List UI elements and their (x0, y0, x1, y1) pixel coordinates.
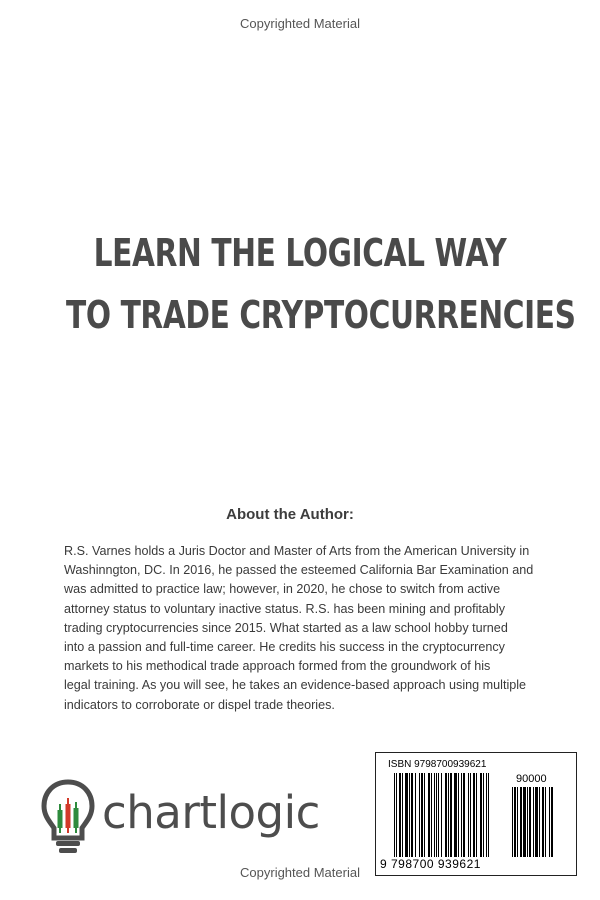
about-author-title: About the Author: (226, 506, 354, 523)
barcode-bar (551, 787, 553, 857)
barcode-bar (448, 773, 449, 857)
about-line: trading cryptocurrencies since 2015. What started as a law school hobby turned (64, 620, 508, 635)
chartlogic-logo (40, 778, 370, 858)
barcode-bar (514, 787, 516, 857)
about-line: Washinngton, DC. In 2016, he passed the esteemed California Bar Examination and (64, 563, 534, 578)
barcode-bar (483, 773, 484, 857)
barcode-bar (445, 773, 447, 857)
barcode-bar (424, 773, 425, 857)
barcode-bar (473, 773, 475, 857)
barcode-bar (402, 773, 403, 857)
barcode-addon-number: 90000 (516, 773, 547, 785)
barcode-bar (434, 773, 435, 857)
barcode-bar (463, 773, 465, 857)
barcode-bar (431, 773, 432, 857)
barcode-bar (394, 773, 395, 857)
headline-line-2: TO TRADE CRYPTOCURRENCIES (66, 293, 576, 337)
barcode-bar (415, 773, 416, 857)
barcode-bar (480, 773, 482, 857)
barcode-bar (399, 773, 401, 857)
barcode-bar (533, 787, 534, 857)
barcode-bar (488, 773, 489, 857)
barcode-bar (441, 773, 442, 857)
copyright-watermark-top: Copyrighted Material (240, 16, 360, 31)
about-line: attorney status to voluntary inactive status. R.S. has been mining and profitably (64, 601, 506, 616)
barcode-bar (529, 787, 531, 857)
barcode-bar (520, 787, 522, 857)
back-cover-headline (66, 222, 576, 346)
barcode-bar (545, 787, 546, 857)
barcode-bar (438, 773, 439, 857)
barcode-bar (421, 773, 423, 857)
barcode-digits: 9 798700 939621 (380, 857, 481, 871)
barcode-bar (470, 773, 471, 857)
barcode-bar (512, 787, 513, 857)
about-line: markets to his methodical trade approach formed from the groundwork of his (64, 659, 491, 674)
about-line: indicators to corroborate or dispel trade theories. (64, 697, 335, 712)
logo-wordmark: chartlogic (102, 786, 320, 839)
about-line: into a passion and full-time career. He credits his success in the cryptocurrency (64, 640, 505, 655)
about-line: R.S. Varnes holds a Juris Doctor and Master of Arts from the American University in (64, 544, 530, 558)
barcode-bar (405, 773, 408, 857)
barcode-bar (527, 787, 528, 857)
barcode-bar (461, 773, 462, 857)
barcode-bar (517, 787, 518, 857)
headline-line-1: LEARN THE LOGICAL WAY (93, 231, 507, 275)
barcode-bar (419, 773, 420, 857)
barcode-bar (428, 773, 430, 857)
barcode-bar (476, 773, 477, 857)
barcode-bar (486, 773, 487, 857)
about-line: legal training. As you will see, he takes an evidence-based approach using multiple (64, 678, 527, 693)
barcode-bar (436, 773, 437, 857)
barcode-bar (535, 787, 538, 857)
isbn-label: ISBN 9798700939621 (388, 759, 487, 770)
barcode-bar (409, 773, 410, 857)
about-author-body (64, 542, 552, 715)
barcode-addon-bars (512, 787, 564, 857)
copyright-watermark-bottom: Copyrighted Material (240, 865, 360, 880)
barcode-bar (454, 773, 457, 857)
barcode-main-bars (394, 773, 504, 857)
barcode-bar (542, 787, 544, 857)
isbn-barcode (375, 752, 577, 876)
barcode-bar (523, 787, 526, 857)
barcode-bar (411, 773, 413, 857)
barcode-bar (468, 773, 469, 857)
barcode-bar (458, 773, 459, 857)
about-line: was admitted to practice law; however, in 2020, he chose to switch from active (64, 582, 501, 597)
lightbulb-chart-icon (40, 778, 96, 858)
barcode-bar (396, 773, 397, 857)
barcode-bar (539, 787, 540, 857)
barcode-bar (549, 787, 550, 857)
barcode-bar (450, 773, 452, 857)
